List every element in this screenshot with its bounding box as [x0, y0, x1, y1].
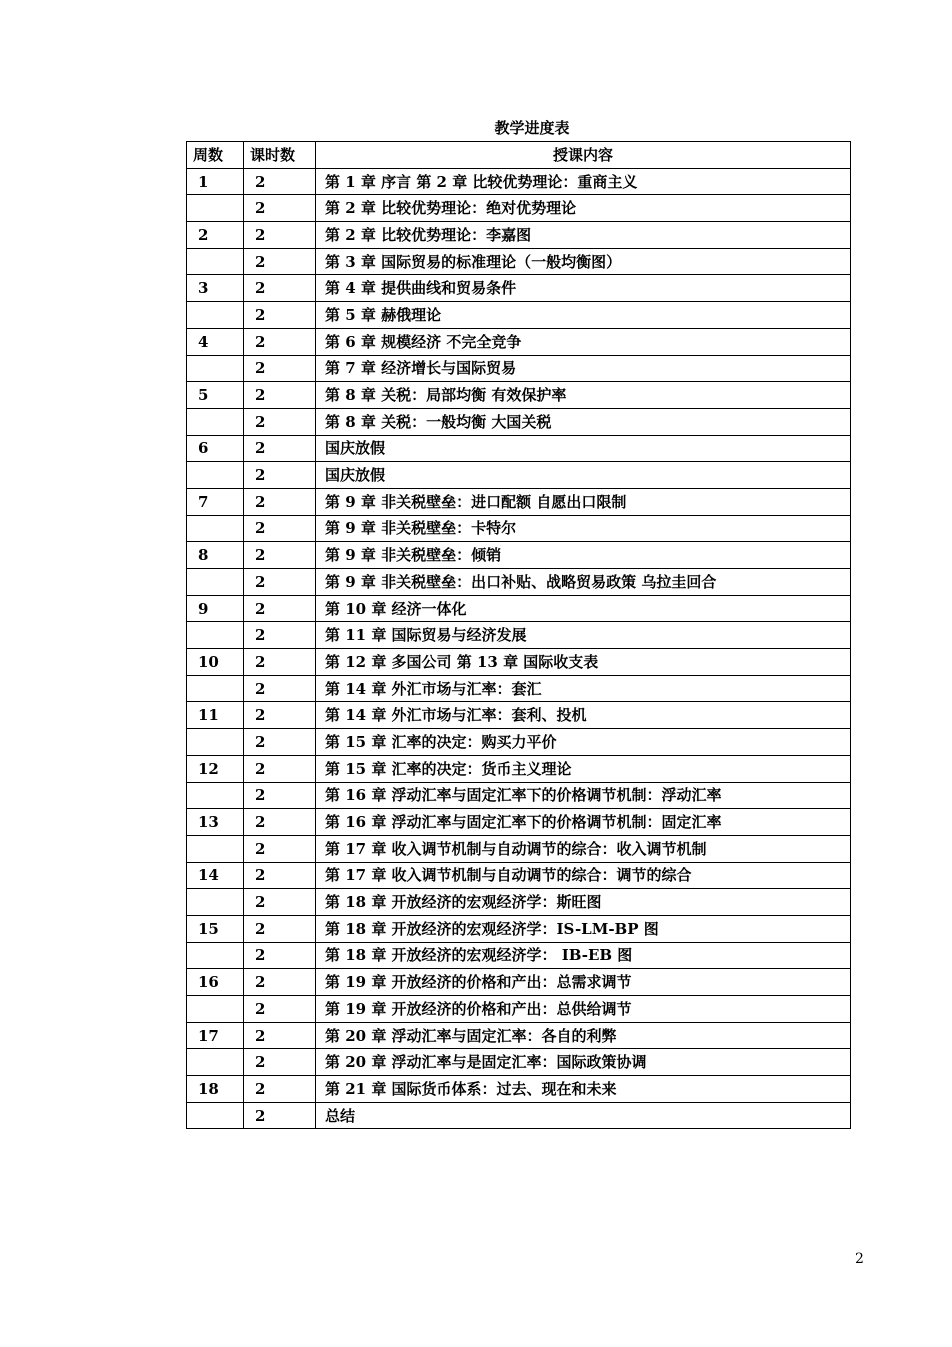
- table-row: [187, 835, 851, 862]
- table-row: [187, 435, 851, 462]
- content-cell: 第 21 章 国际货币体系：过去、现在和未来: [316, 1076, 851, 1103]
- content-cell: 第 20 章 浮动汇率与是固定汇率：国际政策协调: [316, 1049, 851, 1076]
- hours-cell: 2: [244, 435, 316, 462]
- hours-cell: 2: [244, 702, 316, 729]
- week-cell: [187, 195, 244, 222]
- table-row: [187, 382, 851, 409]
- content-cell: 国庆放假: [316, 435, 851, 462]
- table-row: [187, 915, 851, 942]
- content-cell: 第 18 章 开放经济的宏观经济学：斯旺图: [316, 889, 851, 916]
- week-cell: [187, 675, 244, 702]
- week-cell: 3: [187, 275, 244, 302]
- hours-cell: 2: [244, 755, 316, 782]
- hours-cell: 2: [244, 382, 316, 409]
- content-cell: 第 12 章 多国公司 第 13 章 国际收支表: [316, 649, 851, 676]
- content-cell: 第 9 章 非关税壁垒：进口配额 自愿出口限制: [316, 488, 851, 515]
- hours-cell: 2: [244, 195, 316, 222]
- week-cell: 5: [187, 382, 244, 409]
- hours-cell: 2: [244, 996, 316, 1023]
- hours-cell: 2: [244, 862, 316, 889]
- hours-cell: 2: [244, 649, 316, 676]
- column-header-week: 周数: [187, 142, 244, 169]
- week-cell: 10: [187, 649, 244, 676]
- table-row: [187, 862, 851, 889]
- column-header-content: 授课内容: [316, 142, 851, 169]
- table-row: [187, 675, 851, 702]
- week-cell: 6: [187, 435, 244, 462]
- table-row: [187, 195, 851, 222]
- week-cell: [187, 835, 244, 862]
- content-cell: 第 8 章 关税：一般均衡 大国关税: [316, 408, 851, 435]
- week-cell: [187, 996, 244, 1023]
- week-cell: [187, 729, 244, 756]
- content-cell: 第 9 章 非关税壁垒：倾销: [316, 542, 851, 569]
- week-cell: 11: [187, 702, 244, 729]
- table-row: [187, 275, 851, 302]
- content-cell: 第 16 章 浮动汇率与固定汇率下的价格调节机制：固定汇率: [316, 809, 851, 836]
- content-cell: 第 9 章 非关税壁垒：出口补贴、战略贸易政策 乌拉圭回合: [316, 569, 851, 596]
- content-cell: 第 2 章 比较优势理论：李嘉图: [316, 222, 851, 249]
- hours-cell: 2: [244, 1022, 316, 1049]
- table-row: [187, 649, 851, 676]
- content-cell: 第 9 章 非关税壁垒：卡特尔: [316, 515, 851, 542]
- content-cell: 第 14 章 外汇市场与汇率：套汇: [316, 675, 851, 702]
- content-cell: 第 6 章 规模经济 不完全竞争: [316, 328, 851, 355]
- table-row: [187, 328, 851, 355]
- week-cell: 4: [187, 328, 244, 355]
- content-cell: 第 19 章 开放经济的价格和产出：总供给调节: [316, 996, 851, 1023]
- hours-cell: 2: [244, 569, 316, 596]
- table-row: [187, 595, 851, 622]
- week-cell: 1: [187, 168, 244, 195]
- hours-cell: 2: [244, 515, 316, 542]
- week-cell: 2: [187, 222, 244, 249]
- week-cell: [187, 248, 244, 275]
- week-cell: [187, 782, 244, 809]
- hours-cell: 2: [244, 809, 316, 836]
- hours-cell: 2: [244, 782, 316, 809]
- table-row: [187, 889, 851, 916]
- table-row: [187, 1049, 851, 1076]
- hours-cell: 2: [244, 488, 316, 515]
- week-cell: [187, 462, 244, 489]
- table-row: [187, 996, 851, 1023]
- hours-cell: 2: [244, 222, 316, 249]
- page-title: 教学进度表: [494, 119, 570, 137]
- table-row: [187, 355, 851, 382]
- column-header-hours: 课时数: [244, 142, 316, 169]
- hours-cell: 2: [244, 622, 316, 649]
- week-cell: [187, 1102, 244, 1129]
- week-cell: [187, 515, 244, 542]
- week-cell: [187, 408, 244, 435]
- week-cell: 17: [187, 1022, 244, 1049]
- hours-cell: 2: [244, 889, 316, 916]
- table-row: [187, 569, 851, 596]
- week-cell: [187, 942, 244, 969]
- hours-cell: 2: [244, 355, 316, 382]
- week-cell: 9: [187, 595, 244, 622]
- table-row: [187, 809, 851, 836]
- table-row: [187, 755, 851, 782]
- content-cell: 第 15 章 汇率的决定：货币主义理论: [316, 755, 851, 782]
- table-row: [187, 969, 851, 996]
- week-cell: 18: [187, 1076, 244, 1103]
- content-cell: 总结: [316, 1102, 851, 1129]
- week-cell: 8: [187, 542, 244, 569]
- table-row: [187, 1022, 851, 1049]
- table-row: [187, 622, 851, 649]
- hours-cell: 2: [244, 1102, 316, 1129]
- hours-cell: 2: [244, 275, 316, 302]
- week-cell: [187, 569, 244, 596]
- table-row: [187, 1076, 851, 1103]
- content-cell: 第 15 章 汇率的决定：购买力平价: [316, 729, 851, 756]
- table-row: [187, 488, 851, 515]
- table-row: [187, 248, 851, 275]
- content-cell: 第 18 章 开放经济的宏观经济学：IS-LM-BP 图: [316, 915, 851, 942]
- table-row: [187, 462, 851, 489]
- week-cell: 16: [187, 969, 244, 996]
- content-cell: 第 11 章 国际贸易与经济发展: [316, 622, 851, 649]
- hours-cell: 2: [244, 915, 316, 942]
- table-row: [187, 1102, 851, 1129]
- table-row: [187, 222, 851, 249]
- hours-cell: 2: [244, 408, 316, 435]
- content-cell: 第 8 章 关税：局部均衡 有效保护率: [316, 382, 851, 409]
- week-cell: 15: [187, 915, 244, 942]
- table-row: [187, 302, 851, 329]
- hours-cell: 2: [244, 328, 316, 355]
- hours-cell: 2: [244, 302, 316, 329]
- content-cell: 第 7 章 经济增长与国际贸易: [316, 355, 851, 382]
- table-row: [187, 942, 851, 969]
- content-cell: 第 5 章 赫俄理论: [316, 302, 851, 329]
- content-cell: 第 19 章 开放经济的价格和产出：总需求调节: [316, 969, 851, 996]
- week-cell: [187, 622, 244, 649]
- content-cell: 第 16 章 浮动汇率与固定汇率下的价格调节机制：浮动汇率: [316, 782, 851, 809]
- table-row: [187, 515, 851, 542]
- week-cell: 7: [187, 488, 244, 515]
- week-cell: 14: [187, 862, 244, 889]
- hours-cell: 2: [244, 675, 316, 702]
- content-cell: 第 10 章 经济一体化: [316, 595, 851, 622]
- content-cell: 第 3 章 国际贸易的标准理论（一般均衡图）: [316, 248, 851, 275]
- content-cell: 第 20 章 浮动汇率与固定汇率：各自的利弊: [316, 1022, 851, 1049]
- hours-cell: 2: [244, 168, 316, 195]
- table-row: [187, 408, 851, 435]
- content-cell: 第 17 章 收入调节机制与自动调节的综合：调节的综合: [316, 862, 851, 889]
- hours-cell: 2: [244, 1076, 316, 1103]
- content-cell: 第 1 章 序言 第 2 章 比较优势理论：重商主义: [316, 168, 851, 195]
- week-cell: 12: [187, 755, 244, 782]
- content-cell: 国庆放假: [316, 462, 851, 489]
- table-header-row: [187, 142, 851, 169]
- table-row: [187, 782, 851, 809]
- content-cell: 第 2 章 比较优势理论：绝对优势理论: [316, 195, 851, 222]
- content-cell: 第 14 章 外汇市场与汇率：套利、投机: [316, 702, 851, 729]
- week-cell: [187, 1049, 244, 1076]
- week-cell: [187, 355, 244, 382]
- hours-cell: 2: [244, 248, 316, 275]
- table-row: [187, 729, 851, 756]
- content-cell: 第 18 章 开放经济的宏观经济学： IB-EB 图: [316, 942, 851, 969]
- hours-cell: 2: [244, 729, 316, 756]
- hours-cell: 2: [244, 969, 316, 996]
- week-cell: [187, 889, 244, 916]
- hours-cell: 2: [244, 942, 316, 969]
- hours-cell: 2: [244, 835, 316, 862]
- page-number: 2: [855, 1251, 864, 1267]
- hours-cell: 2: [244, 1049, 316, 1076]
- table-row: [187, 542, 851, 569]
- schedule-table: [186, 141, 851, 1129]
- table-row: [187, 702, 851, 729]
- hours-cell: 2: [244, 462, 316, 489]
- content-cell: 第 4 章 提供曲线和贸易条件: [316, 275, 851, 302]
- week-cell: 13: [187, 809, 244, 836]
- hours-cell: 2: [244, 542, 316, 569]
- table-body: [187, 168, 851, 1129]
- hours-cell: 2: [244, 595, 316, 622]
- content-cell: 第 17 章 收入调节机制与自动调节的综合：收入调节机制: [316, 835, 851, 862]
- week-cell: [187, 302, 244, 329]
- table-row: [187, 168, 851, 195]
